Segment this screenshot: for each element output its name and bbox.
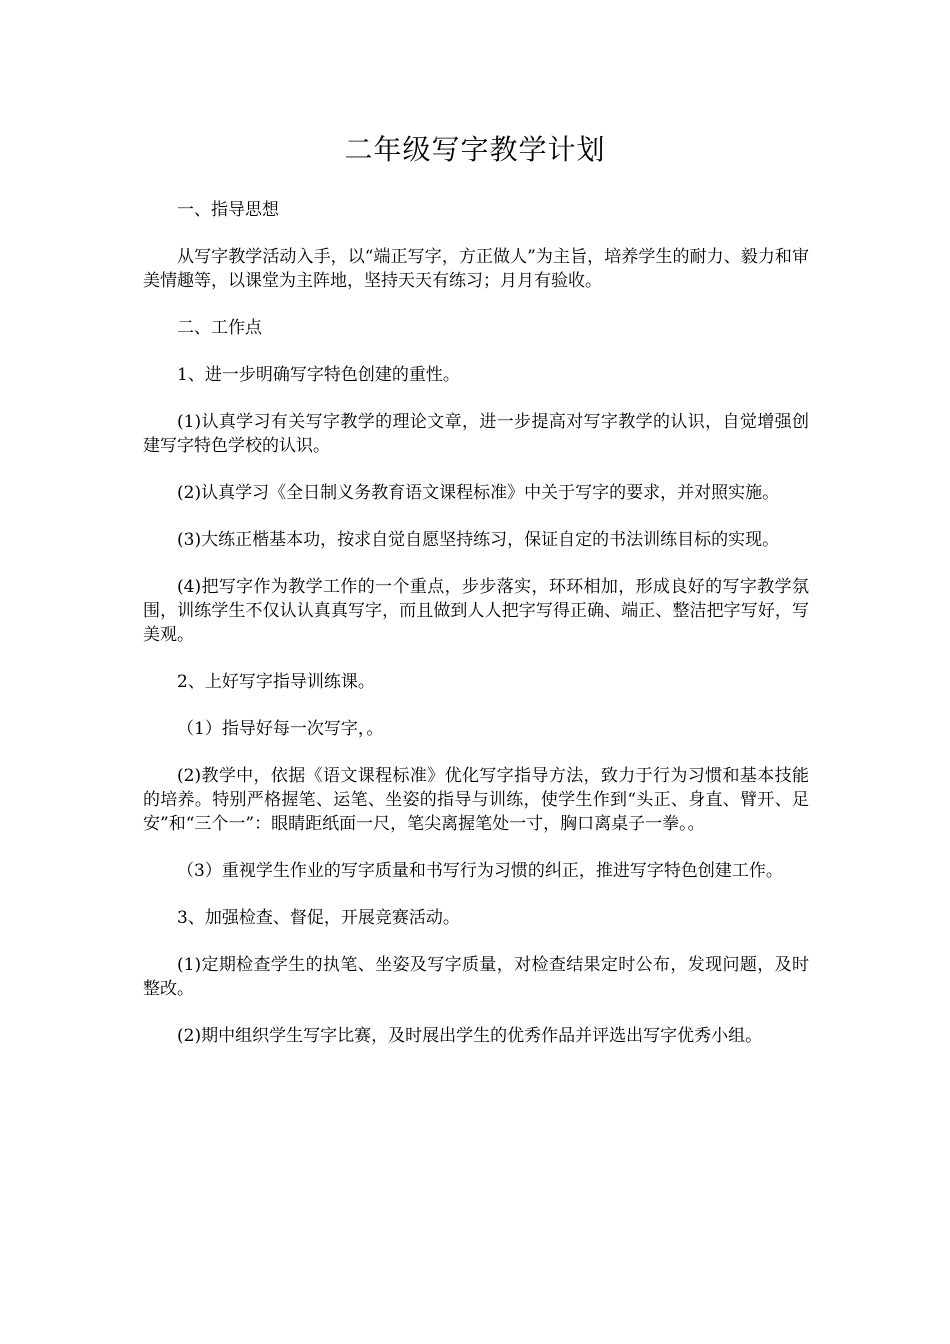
sub-item-2-1: （1）指导好每一次写字，。 [177,719,384,739]
sub-item-1-2: (2)认真学习《全日制义务教育语文课程标准》中关于写字的要求，并对照实施。 [177,483,780,503]
paragraph-guiding-thought: 从写字教学活动入手，以“端正写字，方正做人”为主旨，培养学生的耐力、毅力和审美情趣等，以课堂为主阵地，坚持天天有练习；月月有验收。 [143,247,809,291]
document-body [143,198,809,1048]
sub-item-1-1: (1)认真学习有关写字教学的理论文章，进一步提高对写字教学的认识，自觉增强创建写字特色学校的认识。 [143,412,809,456]
document-title: 二年级写字教学计划 [344,133,606,166]
sub-item-3-1: (1)定期检查学生的执笔、坐姿及写字质量，对检查结果定时公布，发现问题，及时整改。 [143,955,809,999]
item-heading-1: 1、进一步明确写字特色创建的重性。 [177,365,460,385]
item-heading-2: 2、上好写字指导训练课。 [177,672,375,692]
sub-item-3-2: (2)期中组织学生写字比赛，及时展出学生的优秀作品并评选出写字优秀小组。 [177,1026,763,1046]
section-heading-guiding-thought: 一、指导思想 [177,200,279,220]
item-heading-3: 3、加强检查、督促，开展竞赛活动。 [177,908,460,928]
sub-item-1-3: (3)大练正楷基本功，按求自觉自愿坚持练习，保证自定的书法训练目标的实现。 [177,530,780,550]
section-heading-work-points: 二、工作点 [177,318,262,338]
sub-item-2-2: (2)教学中，依据《语文课程标准》优化写字指导方法，致力于行为习惯和基本技能的培养。特别严格握笔、运笔、坐姿的指导与训练，使学生作到“头正、身直、臂开、足安”和“三个一”：眼睛距纸面一尺，笔尖离握笔处一寸，胸口离桌子一拳。。 [143,766,809,834]
sub-item-2-3: （3）重视学生作业的写字质量和书写行为习惯的纠正，推进写字特色创建工作。 [177,861,783,881]
sub-item-1-4: (4)把写字作为教学工作的一个重点，步步落实，环环相加，形成良好的写字教学氛围，训练学生不仅认认真真写字，而且做到人人把字写得正确、端正、整洁把字写好，写美观。 [143,577,809,645]
